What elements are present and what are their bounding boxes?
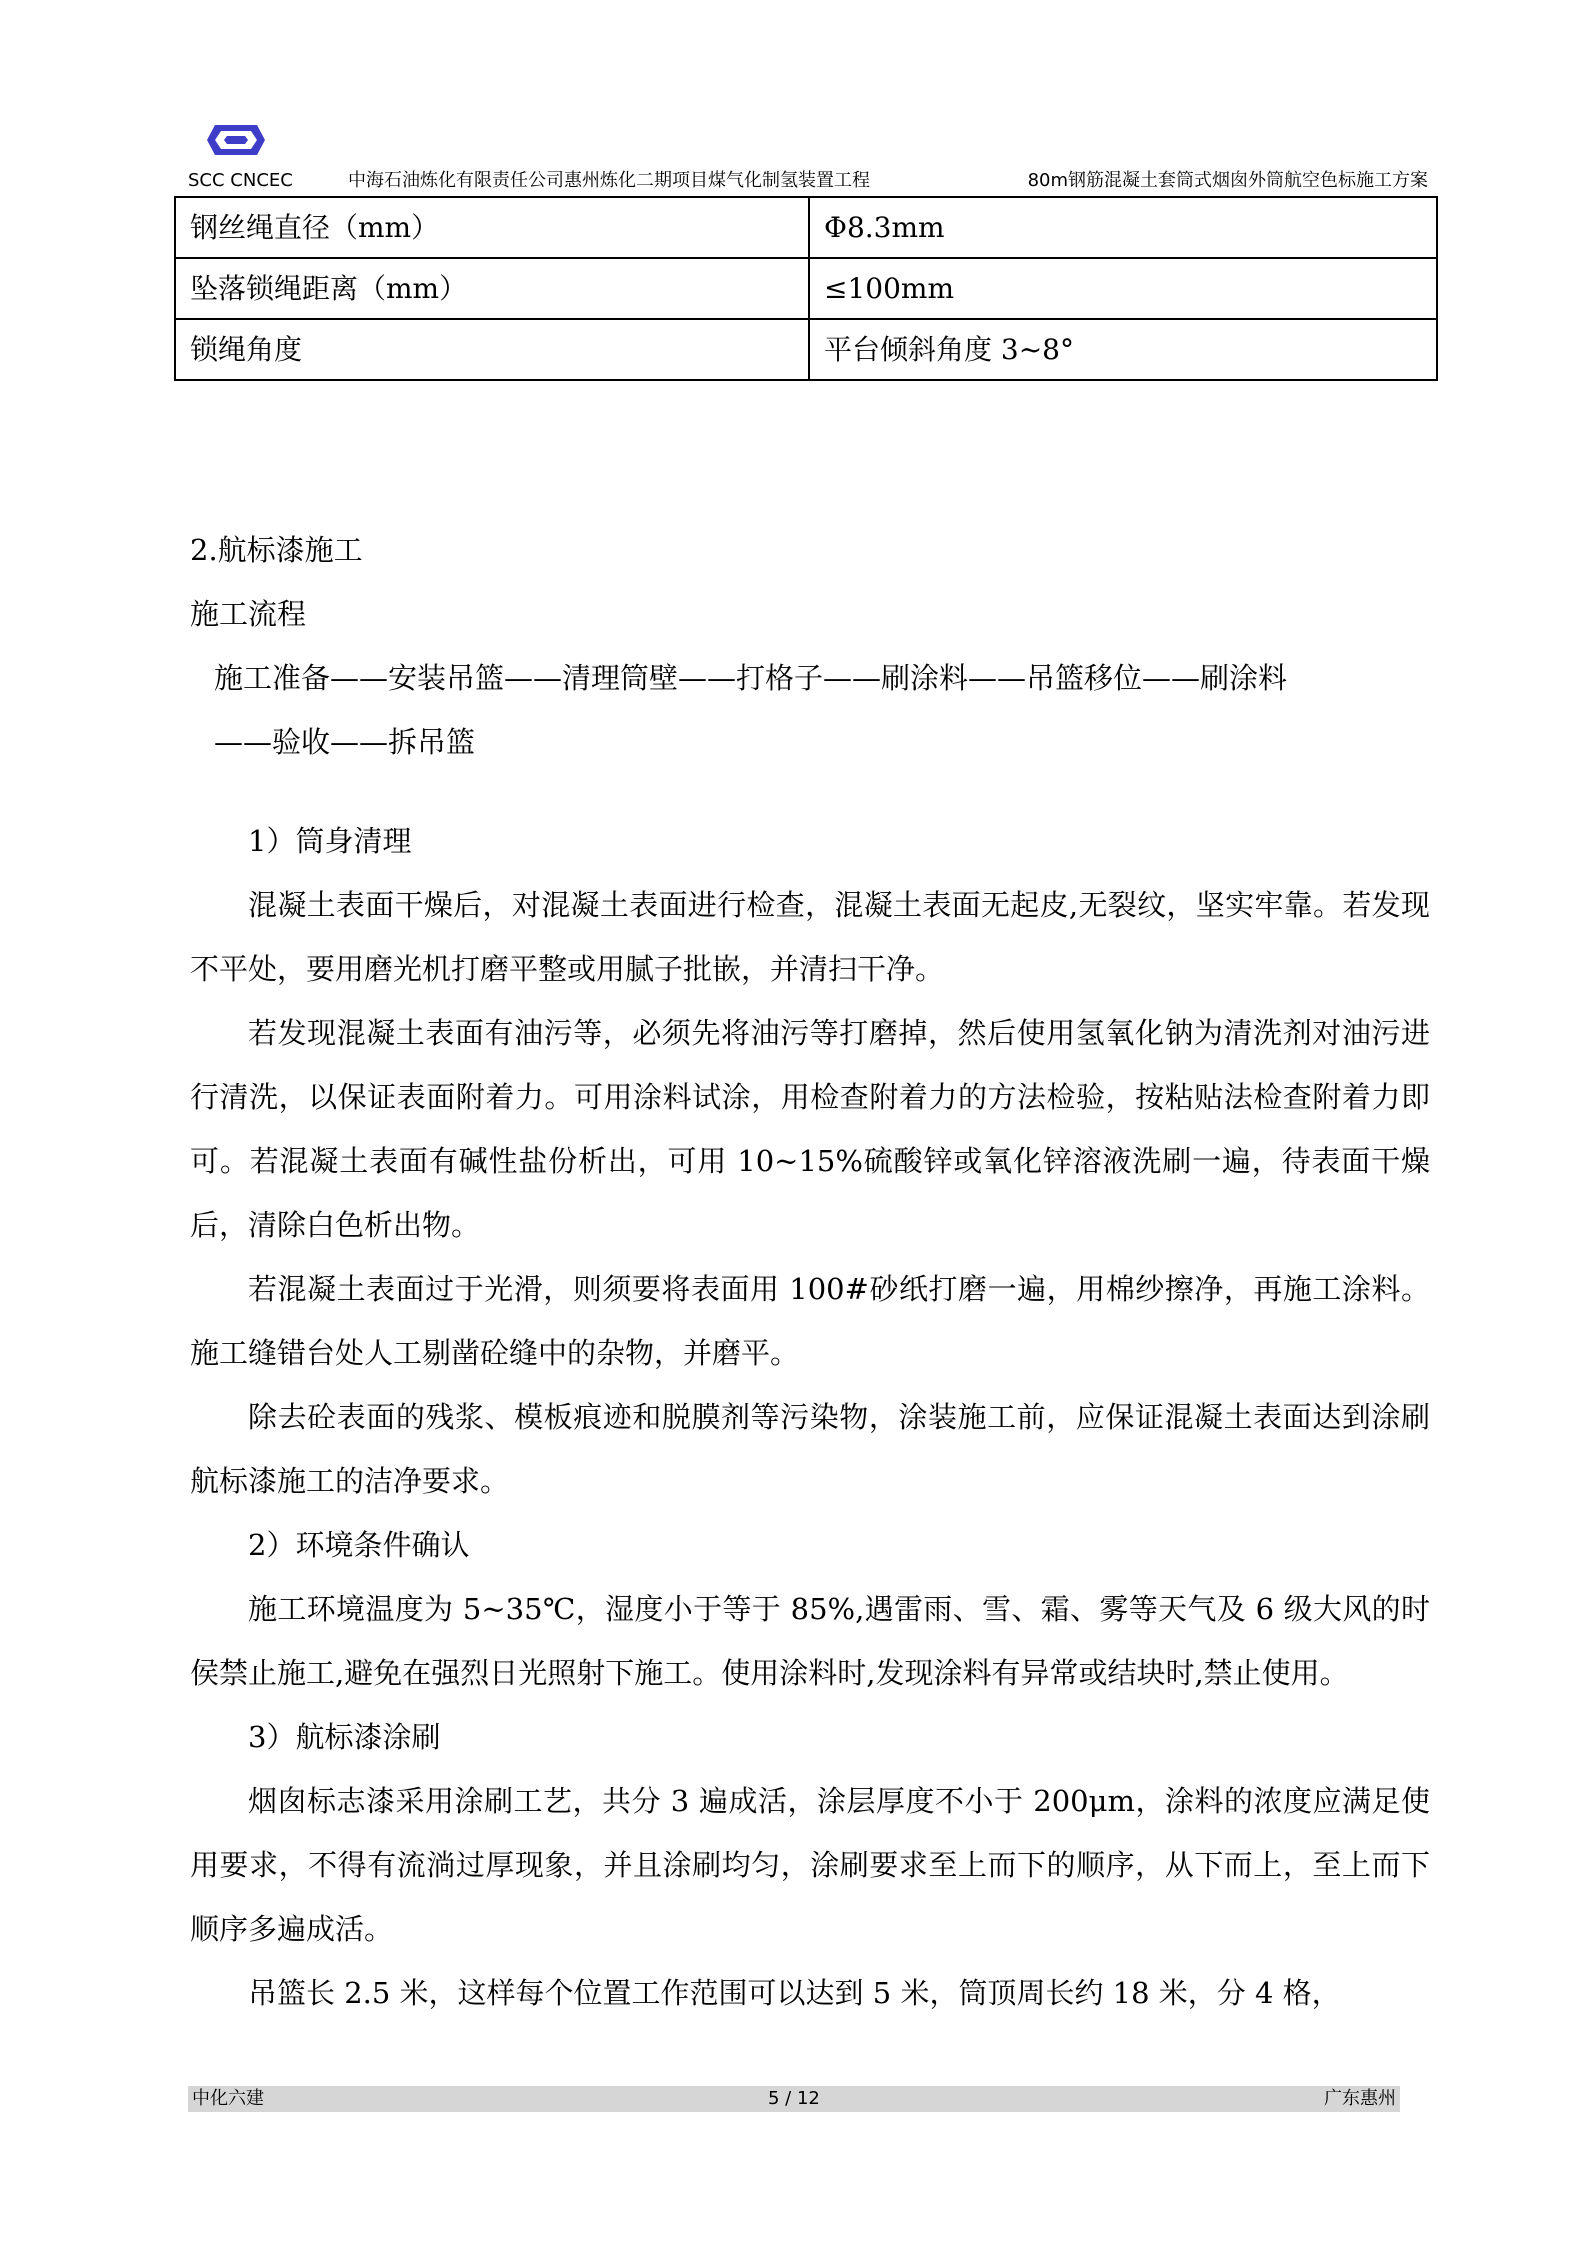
company-logo-icon <box>205 122 267 158</box>
table-cell-value: 平台倾斜角度 3~8° <box>809 319 1437 380</box>
subsection-heading: 1）筒身清理 <box>248 824 412 858</box>
table-cell-param: 钢丝绳直径（mm） <box>175 197 809 258</box>
subsection-heading: 2）环境条件确认 <box>248 1528 470 1562</box>
header-company-code: SCC CNCEC <box>188 170 293 191</box>
table-row <box>175 197 1437 258</box>
table-row <box>175 258 1437 319</box>
paragraph: 烟囱标志漆采用涂刷工艺，共分 3 遍成活，涂层厚度不小于 200μm，涂料的浓度应满足使用要求，不得有流淌过厚现象，并且涂刷均匀，涂刷要求至上而下的顺序，从下而上，至上而下顺序多遍成活。 <box>190 1784 1430 1946</box>
paragraph: 混凝土表面干燥后，对混凝土表面进行检查，混凝土表面无起皮,无裂纹，坚实牢靠。若发现不平处，要用磨光机打磨平整或用腻子批嵌，并清扫干净。 <box>190 888 1430 986</box>
page-header <box>188 170 1428 192</box>
table-cell-param: 坠落锁绳距离（mm） <box>175 258 809 319</box>
paragraph: 若混凝土表面过于光滑，则须要将表面用 100#砂纸打磨一遍，用棉纱擦净，再施工涂料。施工缝错台处人工剔凿砼缝中的杂物，并磨平。 <box>190 1272 1430 1370</box>
paragraph: 除去砼表面的残浆、模板痕迹和脱膜剂等污染物，涂装施工前，应保证混凝土表面达到涂刷航标漆施工的洁净要求。 <box>190 1400 1430 1498</box>
header-document-title: 80m钢筋混凝土套筒式烟囱外筒航空色标施工方案 <box>1027 170 1428 191</box>
document-body <box>190 518 1430 2025</box>
footer-company: 中化六建 <box>192 2088 264 2109</box>
flow-line: 施工准备——安装吊篮——清理筒壁——打格子——刷涂料——吊篮移位——刷涂料 <box>214 661 1288 695</box>
paragraph: 施工环境温度为 5~35℃，湿度小于等于 85%,遇雷雨、雪、霜、雾等天气及 6 级大风的时侯禁止施工,避免在强烈日光照射下施工。使用涂料时,发现涂料有异常或结块时,禁止使用。 <box>190 1592 1430 1690</box>
flow-heading: 施工流程 <box>190 597 307 631</box>
subsection-heading: 3）航标漆涂刷 <box>248 1720 441 1754</box>
spec-table <box>174 196 1438 381</box>
table-row <box>175 319 1437 380</box>
table-cell-param: 锁绳角度 <box>175 319 809 380</box>
footer-location: 广东惠州 <box>1324 2088 1396 2109</box>
paragraph: 若发现混凝土表面有油污等，必须先将油污等打磨掉，然后使用氢氧化钠为清洗剂对油污进行清洗，以保证表面附着力。可用涂料试涂，用检查附着力的方法检验，按粘贴法检查附着力即可。若混凝土表面有碱性盐份析出，可用 10~15%硫酸锌或氧化锌溶液洗刷一遍，待表面干燥后，清除白色析出物。 <box>190 1016 1430 1242</box>
section-title: 2.航标漆施工 <box>190 533 363 567</box>
table-cell-value: ≤100mm <box>809 258 1437 319</box>
paragraph: 吊篮长 2.5 米，这样每个位置工作范围可以达到 5 米，筒顶周长约 18 米，分 4 格， <box>248 1976 1341 2010</box>
flow-line: ——验收——拆吊篮 <box>214 725 476 759</box>
header-project: 中海石油炼化有限责任公司惠州炼化二期项目煤气化制氢装置工程 <box>348 170 870 191</box>
page-number: 5 / 12 <box>768 2088 820 2109</box>
page-footer <box>188 2086 1400 2112</box>
table-cell-value: Φ8.3mm <box>809 197 1437 258</box>
